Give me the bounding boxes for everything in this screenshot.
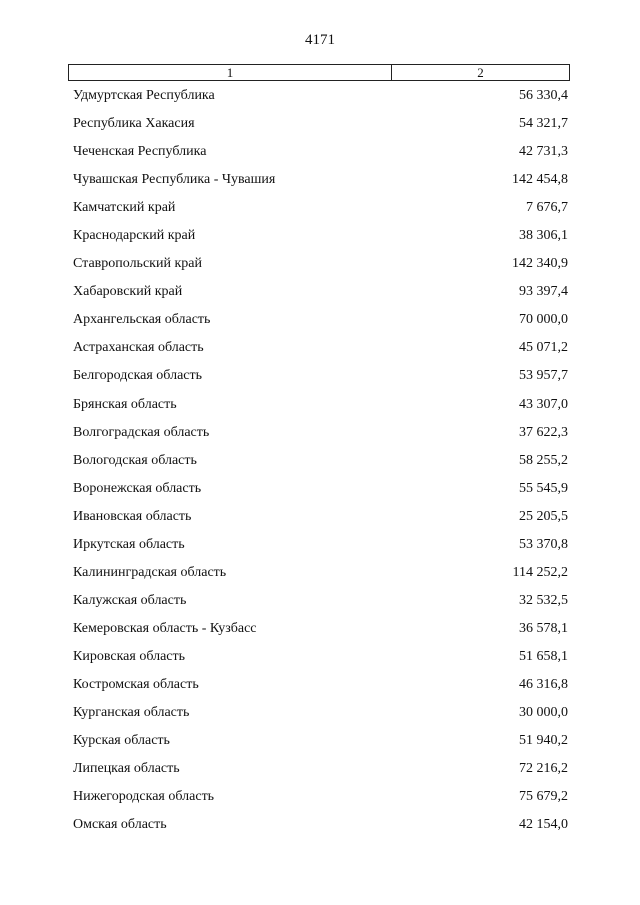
region-name: Курская область: [73, 733, 170, 749]
table-row: [0, 86, 640, 114]
region-name: Вологодская область: [73, 452, 197, 468]
region-name: Архангельская область: [73, 312, 211, 328]
table-row: [0, 310, 640, 338]
region-amount: 53 957,7: [519, 368, 568, 384]
region-amount: 72 216,2: [519, 761, 568, 777]
region-amount: 32 532,5: [519, 592, 568, 608]
column-header-2: 2: [477, 65, 484, 80]
region-name: Астраханская область: [73, 340, 204, 356]
region-amount: 56 330,4: [519, 88, 568, 103]
table-row: [0, 759, 640, 787]
region-amount: 75 679,2: [519, 789, 568, 805]
region-name: Калужская область: [73, 592, 187, 608]
region-name: Кемеровская область - Кузбасс: [73, 620, 257, 636]
table-row: [0, 675, 640, 703]
table-row: [0, 282, 640, 310]
table-row: [0, 787, 640, 815]
region-name: Воронежская область: [73, 480, 202, 496]
region-name: Краснодарский край: [73, 228, 196, 244]
table-row: [0, 619, 640, 647]
table-row: [0, 591, 640, 619]
region-name: Камчатский край: [73, 200, 176, 216]
region-name: Волгоградская область: [73, 424, 210, 440]
region-amount: 43 307,0: [519, 396, 568, 412]
region-amount: 51 940,2: [519, 733, 568, 749]
region-amount: 142 454,8: [512, 172, 568, 188]
table-row: [0, 142, 640, 170]
table-row: [0, 338, 640, 366]
region-amount: 55 545,9: [519, 480, 568, 496]
region-name: Нижегородская область: [73, 789, 215, 805]
region-amount: 51 658,1: [519, 648, 568, 664]
region-amount: 142 340,9: [512, 256, 568, 272]
region-amount: 58 255,2: [519, 452, 568, 468]
region-name: Кировская область: [73, 648, 186, 664]
region-amount: 53 370,8: [519, 536, 568, 552]
region-amount: 45 071,2: [519, 340, 568, 356]
region-amount: 36 578,1: [519, 620, 568, 636]
region-amount: 30 000,0: [519, 705, 568, 721]
region-name: Иркутская область: [73, 536, 185, 552]
region-amount: 46 316,8: [519, 676, 568, 692]
region-amount: 93 397,4: [519, 284, 568, 300]
region-name: Ставропольский край: [73, 256, 202, 272]
table-row: [0, 170, 640, 198]
table-row: [0, 198, 640, 226]
region-name: Курганская область: [73, 705, 190, 721]
region-name: Брянская область: [73, 396, 177, 412]
table-row: [0, 423, 640, 451]
region-amount: 37 622,3: [519, 424, 568, 440]
region-amount: 7 676,7: [526, 200, 568, 216]
region-amount: 54 321,7: [519, 116, 568, 132]
table-row: [0, 815, 640, 843]
region-name: Чеченская Республика: [73, 144, 207, 160]
table-row: [0, 479, 640, 507]
table-row: [0, 366, 640, 394]
region-name: Костромская область: [73, 676, 199, 692]
region-amount: 114 252,2: [512, 564, 568, 580]
region-name: Белгородская область: [73, 368, 203, 384]
region-name: Липецкая область: [73, 761, 180, 777]
region-name: Удмуртская Республика: [73, 88, 215, 103]
table-row: [0, 647, 640, 675]
region-amount: 25 205,5: [519, 508, 568, 524]
table-row: [0, 114, 640, 142]
table-body: [0, 86, 640, 843]
page-number: 4171: [305, 32, 335, 48]
table-row: [0, 703, 640, 731]
table-header: [68, 64, 570, 81]
region-name: Республика Хакасия: [73, 116, 195, 132]
table-row: [0, 226, 640, 254]
region-name: Хабаровский край: [73, 284, 183, 300]
region-name: Калининградская область: [73, 564, 227, 580]
region-amount: 42 154,0: [519, 817, 568, 833]
table-row: [0, 535, 640, 563]
table-row: [0, 451, 640, 479]
region-amount: 38 306,1: [519, 228, 568, 244]
region-amount: 42 731,3: [519, 144, 568, 160]
region-name: Ивановская область: [73, 508, 192, 524]
table-row: [0, 563, 640, 591]
region-name: Омская область: [73, 817, 167, 833]
region-name: Чувашская Республика - Чувашия: [73, 172, 276, 188]
region-amount: 70 000,0: [519, 312, 568, 328]
table-row: [0, 254, 640, 282]
table-row: [0, 395, 640, 423]
table-row: [0, 731, 640, 759]
table-row: [0, 507, 640, 535]
column-header-1: 1: [69, 65, 392, 80]
